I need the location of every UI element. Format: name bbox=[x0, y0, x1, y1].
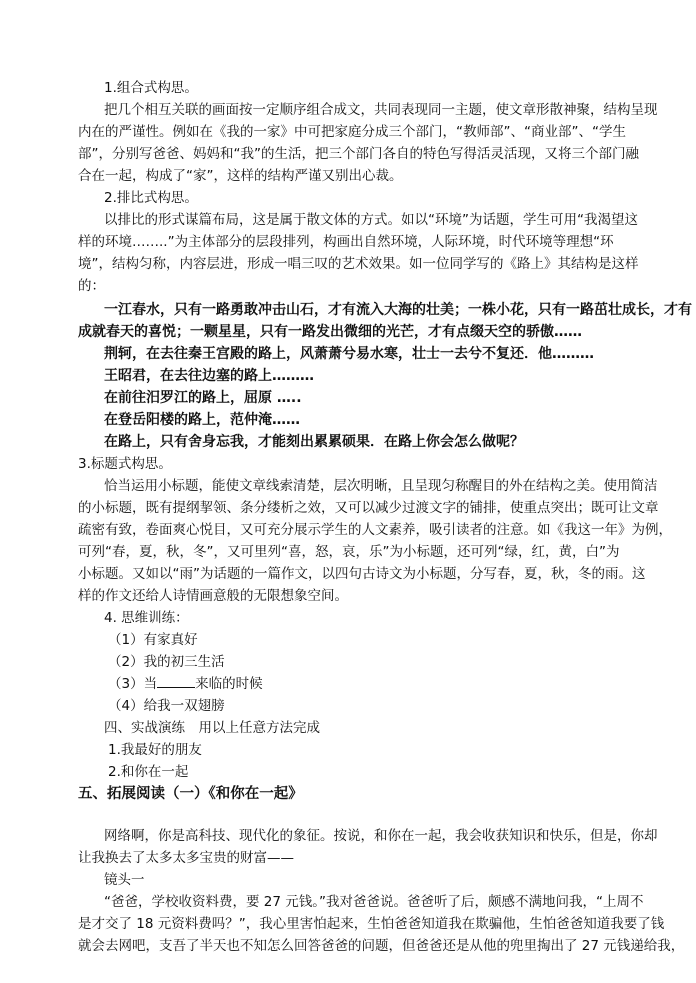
text-line: 一江春水，只有一路勇敢冲击山石，才有流入大海的壮美；一株小花，只有一路茁壮成长，才有 bbox=[104, 302, 692, 318]
text-line: 让我换去了太多太多宝贵的财富—— bbox=[78, 850, 294, 866]
text-line: 2.排比式构思。 bbox=[104, 190, 198, 206]
training-item-3-prefix: （3）当 bbox=[108, 676, 158, 692]
text-line: 在路上，只有舍身忘我，才能刻出累累硕果．在路上你会怎么做呢？ bbox=[104, 434, 524, 450]
fill-in-blank bbox=[157, 675, 195, 688]
text-line: 1.我最好的朋友 bbox=[108, 742, 202, 758]
text-line: 内在的严谨性。例如在《我的一家》中可把家庭分成三个部门，“教师部”、“商业部”、“学生 bbox=[78, 124, 626, 140]
text-line: 小标题。又如以“雨”为话题的一篇作文，以四句古诗文为小标题，分写春，夏，秋，冬的雨。这 bbox=[78, 566, 646, 582]
text-line: 恰当运用小标题，能使文章线索清楚，层次明晰，且呈现匀称醒目的外在结构之美。使用简洁 bbox=[104, 478, 658, 494]
text-line: 的小标题，既有提纲挈领、条分缕析之效，又可以减少过渡文字的铺排，使重点突出；既可让文章 bbox=[78, 500, 659, 516]
text-line: （4）给我一双翅膀 bbox=[108, 698, 225, 714]
text-line: 的： bbox=[78, 278, 105, 294]
text-line: 是才交了 18 元资料费吗？”，我心里害怕起来，生怕爸爸知道我在欺骗他，生怕爸爸知道我要了钱 bbox=[78, 916, 665, 932]
text-line: 部”，分别写爸爸、妈妈和“我”的生活，把三个部门各自的特色写得活灵活现，又将三个部门融 bbox=[78, 146, 639, 162]
text-line: 就会去网吧，支吾了半天也不知怎么回答爸爸的问题，但爸爸还是从他的兜里掏出了 27 元钱递给我， bbox=[78, 938, 685, 954]
text-line: 以排比的形式谋篇布局，这是属于散文体的方式。如以“环境”为话题，学生可用“我渴望这 bbox=[104, 212, 638, 228]
text-line: 1.组合式构思。 bbox=[104, 80, 198, 96]
text-line: （2）我的初三生活 bbox=[108, 654, 225, 670]
text-line: 成就春天的喜悦；一颗星星，只有一路发出微细的光芒，才有点缀天空的骄傲…… bbox=[78, 324, 582, 340]
text-line: 镜头一 bbox=[104, 872, 145, 888]
text-line: （1）有家真好 bbox=[108, 632, 198, 648]
training-item-3 bbox=[0, 674, 696, 694]
text-line: 网络啊，你是高科技、现代化的象征。按说，和你在一起，我会收获知识和快乐，但是，你却 bbox=[104, 828, 658, 844]
text-line: 五、拓展阅读（一）《和你在一起》 bbox=[78, 786, 303, 802]
text-line: 在前往汨罗江的路上，屈原 ….. bbox=[104, 390, 302, 406]
text-line: 3.标题式构思。 bbox=[78, 456, 172, 472]
text-line: 在登岳阳楼的路上，范仲淹…… bbox=[104, 412, 300, 428]
text-line: 境”，结构匀称，内容层进，形成一唱三叹的艺术效果。如一位同学写的《路上》其结构是这样 bbox=[78, 256, 639, 272]
text-line: 合在一起，构成了“家”，这样的结构严谨又别出心裁。 bbox=[78, 168, 403, 184]
text-line: 疏密有致，卷面爽心悦目，又可充分展示学生的人文素养，吸引读者的注意。如《我这一年》为例， bbox=[78, 522, 672, 538]
text-line: 荆轲，在去往秦王宫殿的路上，风萧萧兮易水寒，壮士一去兮不复还．他……… bbox=[104, 346, 594, 362]
text-line: 可列“春，夏，秋，冬”，又可里列“喜，怒，哀，乐”为小标题，还可列“绿，红，黄，白”为 bbox=[78, 544, 620, 560]
text-line: 王昭君，在去往边塞的路上……… bbox=[104, 368, 314, 384]
training-item-3-suffix: 来临的时候 bbox=[195, 676, 263, 692]
text-line: 4. 思维训练： bbox=[104, 610, 189, 626]
text-line: 2.和你在一起 bbox=[108, 764, 189, 780]
text-line: 把几个相互关联的画面按一定顺序组合成文，共同表现同一主题，使文章形散神聚，结构呈现 bbox=[104, 102, 658, 118]
text-line: 四、实战演练 用以上任意方法完成 bbox=[104, 720, 320, 736]
text-line: 样的环境……..”为主体部分的层段排列，构画出自然环境，人际环境，时代环境等理想“环 bbox=[78, 234, 614, 250]
text-line: 样的作文还给人诗情画意般的无限想象空间。 bbox=[78, 588, 348, 604]
text-line: “爸爸，学校收资料费，要 27 元钱。”我对爸爸说。爸爸听了后，颇感不满地问我，“上周不 bbox=[104, 894, 644, 910]
